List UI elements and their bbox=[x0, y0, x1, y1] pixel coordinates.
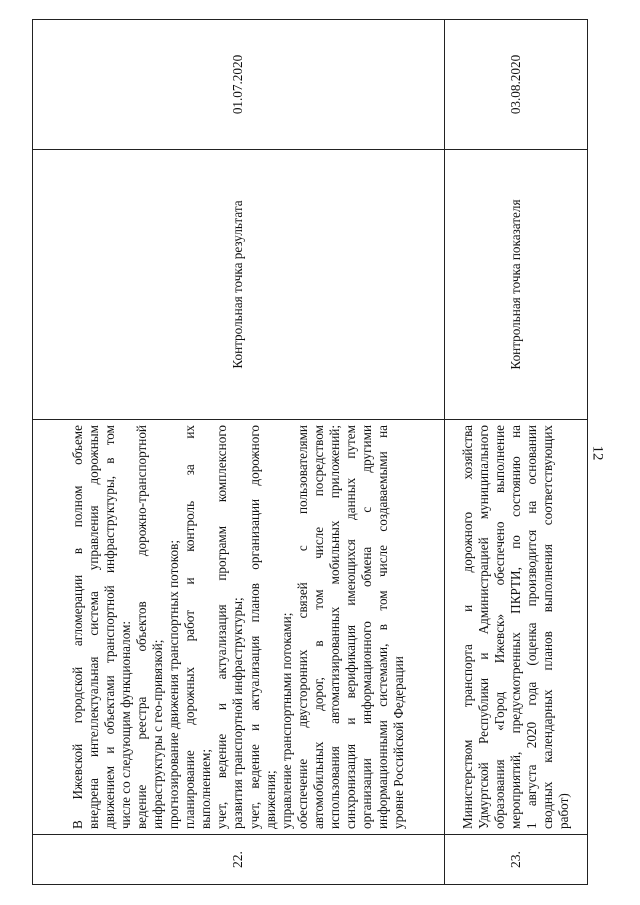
description-line: организации информационного обмена с другими bbox=[359, 425, 375, 829]
description-line: движения; bbox=[262, 770, 278, 829]
row-description bbox=[33, 420, 445, 835]
description-line: уровне Российской Федерации bbox=[391, 656, 407, 829]
row-number: 22. bbox=[33, 835, 445, 885]
table-row bbox=[33, 20, 445, 885]
row-number: 23. bbox=[445, 835, 588, 885]
description-line: работ) bbox=[556, 793, 572, 829]
description-line: управление транспортными потоками; bbox=[278, 612, 294, 829]
description-line: В Ижевской городской агломерации в полном объеме bbox=[69, 425, 85, 829]
description-line: автомобильных дорог, в том числе посредством bbox=[310, 425, 326, 829]
description-line: учет, ведение и актуализация планов организации дорожного bbox=[246, 425, 262, 829]
page-number: 12 bbox=[589, 445, 606, 461]
row-description bbox=[445, 420, 588, 835]
description-line: Министерством транспорта и дорожного хозяйства bbox=[459, 425, 475, 829]
description-line: сводных календарных планов выполнения соответствующих bbox=[540, 425, 556, 829]
description-line: информационными системами, в том числе создаваемыми на bbox=[375, 425, 391, 829]
control-date: 01.07.2020 bbox=[33, 20, 445, 150]
control-point-type: Контрольная точка результата bbox=[33, 150, 445, 420]
control-date: 03.08.2020 bbox=[445, 20, 588, 150]
description-line: 1 августа 2020 года (оценка производится на основании bbox=[524, 425, 540, 829]
description-line: числе со следующим функционалом: bbox=[117, 620, 133, 829]
description-line: инфраструктуры с гео-привязкой; bbox=[149, 639, 165, 829]
description-line: использования автоматизированных мобильных приложений; bbox=[327, 425, 343, 829]
description-line: Удмуртской Республики и Администрацией муниципального bbox=[475, 425, 491, 829]
description-line: мероприятий, предусмотренных ПКРТИ, по состоянию на bbox=[507, 425, 523, 829]
control-point-type: Контрольная точка показателя bbox=[445, 150, 588, 420]
description-line: внедрена интеллектуальная система управления дорожным bbox=[85, 425, 101, 829]
description-line: синхронизация и верификация имеющихся данных путем bbox=[343, 425, 359, 829]
description-line: ведение реестра объектов дорожно-транспортной bbox=[133, 425, 149, 829]
description-line: прогнозирование движения транспортных потоков; bbox=[166, 540, 182, 829]
description-line: планирование дорожных работ и контроль за их bbox=[182, 425, 198, 829]
description-line: развития транспортной инфраструктуры; bbox=[230, 597, 246, 829]
description-line: выполнением; bbox=[198, 748, 214, 829]
rotated-table-container bbox=[32, 20, 587, 885]
description-line: движением и объектами транспортной инфраструктуры, в том bbox=[101, 425, 117, 829]
description-line: учет, ведение и актуализация программ комплексного bbox=[214, 425, 230, 829]
plan-table bbox=[32, 19, 588, 885]
description-line: обеспечение двусторонних связей с пользователями bbox=[294, 425, 310, 829]
description-line: образования «Город Ижевск» обеспечено выполнение bbox=[491, 425, 507, 829]
table-row bbox=[445, 20, 588, 885]
